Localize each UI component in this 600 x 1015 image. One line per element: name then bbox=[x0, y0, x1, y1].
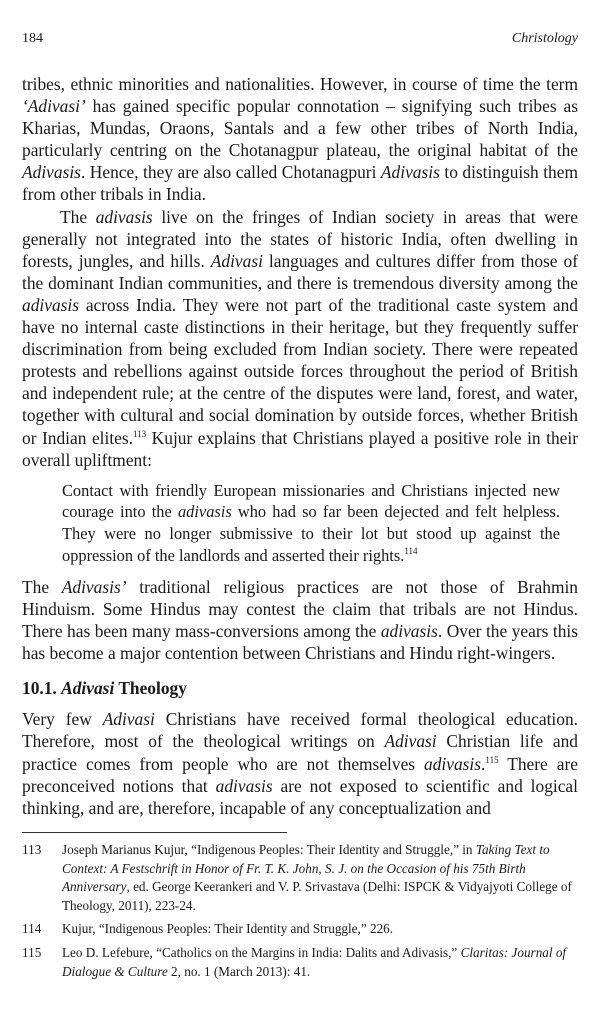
paragraph-3 bbox=[22, 576, 578, 664]
text-run: tribes, ethnic minorities and nationalities. However, in course of time the term bbox=[22, 74, 578, 94]
text-run: across India. They were not part of the traditional caste system and have no internal caste distinctions in their heritage, but they frequently suffer discrimination from being excluded from Indian society. There were repeated protests and rebellions against outside forces throughout the period of British and independent rule; at the centre of the disputes were land, forest, and water, together with cultural and social domination by outside forces, whether British or Indian elites. bbox=[22, 294, 578, 448]
text-run: Kujur explains that Christians played a positive role in their overall upliftment: bbox=[22, 427, 578, 470]
italic-title: Taking Text to Context: A Festschrift in Honor of Fr. T. K. John, S. J. on the Occasion of his 75th Birth Anniversary bbox=[62, 842, 550, 895]
text-run: languages and cultures differ from those of the dominant Indian communities, and there is tremendous diversity among the bbox=[22, 250, 578, 293]
footnotes bbox=[22, 841, 578, 986]
text-run: Leo D. Lefebure, “Catholics on the Margins in India: Dalits and Adivasis,” bbox=[62, 944, 461, 960]
italic-term: adivasis bbox=[424, 753, 482, 774]
italic-term: Adivasi bbox=[210, 250, 263, 271]
text-run: . bbox=[481, 753, 486, 774]
block-quote bbox=[62, 480, 560, 567]
footnote-number: 113 bbox=[22, 842, 42, 857]
footnote-ref-115[interactable]: 115 bbox=[485, 754, 499, 765]
text-run: . Over the years this has become a major contention between Christians and Hindu right-wingers. bbox=[22, 621, 578, 664]
paragraph-4 bbox=[22, 708, 578, 818]
text-run: The bbox=[22, 576, 62, 597]
main-text bbox=[22, 73, 578, 819]
italic-title: Claritas: Journal of Dialogue & Culture bbox=[62, 944, 567, 979]
paragraph-2 bbox=[22, 206, 578, 471]
text-run: to distinguish them from other tribals in India. bbox=[22, 162, 579, 205]
page-number: 184 bbox=[22, 31, 43, 46]
text-run: 2, no. 1 (March 2013): 41. bbox=[167, 963, 311, 979]
text-run: Christian life and practice comes from people who are not themselves bbox=[22, 731, 578, 774]
running-head: Christology bbox=[511, 31, 578, 46]
text-run: Contact with friendly European missionaries and Christians injected new courage into the bbox=[62, 480, 560, 522]
italic-term: Adivasis bbox=[380, 162, 440, 183]
footnote-ref-114[interactable]: 114 bbox=[404, 546, 418, 557]
italic-term: Adivasis’ bbox=[61, 576, 127, 597]
section-heading bbox=[22, 677, 578, 699]
footnote-115 bbox=[22, 944, 578, 981]
footnote-number: 114 bbox=[22, 921, 42, 937]
text-run: traditional religious practices are not those of Brahmin Hinduism. Some Hindus may contest the claim that tribals are not Hindus. There has been many mass-conversions among the bbox=[22, 576, 578, 642]
italic-term: adivasis bbox=[22, 294, 80, 315]
text-run: has gained specific popular connotation – signifying such tribes as Kharias, Mundas, Oraons, Santals and a few other tribes of North India, particularly centring on the Chotanagpur plateau, the original habitat of the bbox=[22, 96, 578, 161]
footnote-113 bbox=[22, 841, 578, 915]
text-run: Kujur, “Indigenous Peoples: Their Identity and Struggle,” 226. bbox=[62, 921, 394, 937]
footnote-114 bbox=[22, 920, 578, 939]
heading-number: 10.1. bbox=[22, 678, 62, 699]
page-header bbox=[22, 31, 578, 51]
italic-term: ‘Adivasi’ bbox=[22, 96, 86, 117]
text-run: . Hence, they are also called Chotanagpuri bbox=[80, 162, 381, 183]
heading-italic: Adivasi bbox=[61, 678, 115, 699]
text-run: Very few bbox=[22, 709, 103, 730]
text-run: There are preconceived notions that bbox=[22, 753, 578, 796]
italic-term: adivasis bbox=[95, 206, 153, 227]
heading-text: Theology bbox=[114, 678, 187, 699]
italic-term: Adivasis bbox=[22, 162, 81, 183]
footnote-divider bbox=[22, 832, 287, 833]
text-run: Christians have received formal theological education. Therefore, most of the theological writings on bbox=[22, 709, 578, 752]
text-run: , ed. George Keerankeri and V. P. Srivastava (Delhi: ISPCK & Vidyajyoti College of Theology, 2011), 223-24. bbox=[62, 879, 572, 913]
text-run: who had so far been dejected and felt helpless. They were no longer submissive to their lot but stood up against the oppression of the landlords and asserted their rights. bbox=[62, 502, 560, 566]
text-run: live on the fringes of Indian society in areas that were generally not integrated into the states of historic India, often dwelling in forests, jungles, and hills. bbox=[22, 206, 578, 271]
paragraph-1 bbox=[22, 73, 578, 206]
footnote-number: 115 bbox=[22, 944, 42, 960]
italic-term: Adivasi bbox=[102, 709, 155, 730]
italic-term: adivasis bbox=[215, 775, 273, 796]
italic-term: Adivasi bbox=[384, 731, 437, 752]
italic-term: adivasis bbox=[177, 502, 232, 522]
footnote-ref-113[interactable]: 113 bbox=[133, 428, 147, 439]
text-run: Joseph Marianus Kujur, “Indigenous Peoples: Their Identity and Struggle,” in bbox=[62, 842, 476, 857]
italic-term: adivasis bbox=[380, 621, 438, 642]
text-run: The bbox=[60, 206, 96, 227]
text-run: are not exposed to scientific and logical thinking, and are, therefore, incapable of any conceptualization and bbox=[22, 775, 578, 818]
